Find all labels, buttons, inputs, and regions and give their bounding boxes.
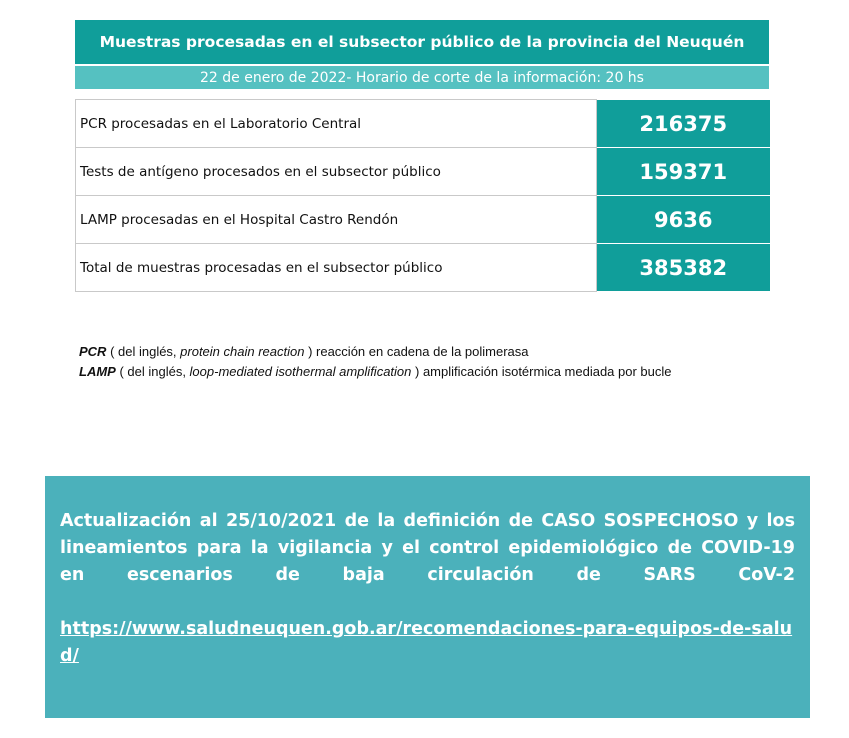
row-value: 9636 bbox=[597, 196, 770, 244]
table-row bbox=[76, 244, 770, 292]
row-value: 216375 bbox=[597, 100, 770, 148]
samples-table bbox=[75, 99, 770, 292]
table-row bbox=[76, 148, 770, 196]
footnote-pre: ( del inglés, bbox=[115, 364, 190, 379]
row-value: 159371 bbox=[597, 148, 770, 196]
footnote-post: ) reacción en cadena de la polimerasa bbox=[304, 344, 529, 359]
update-info-box bbox=[45, 476, 810, 718]
footnote-lamp bbox=[79, 362, 779, 382]
table-row bbox=[76, 100, 770, 148]
row-value: 385382 bbox=[597, 244, 770, 292]
update-text: Actualización al 25/10/2021 de la definición de CASO SOSPECHOSO y los lineamientos para la vigilancia y el control epidemiológico de COVID-19 en escenarios de baja circulación de SARS CoV-2 bbox=[60, 511, 795, 585]
table-row bbox=[76, 196, 770, 244]
footnote-post: ) amplificación isotérmica mediada por bucle bbox=[411, 364, 672, 379]
recommendations-link[interactable]: https://www.saludneuquen.gob.ar/recomendaciones-para-equipos-de-salud/ bbox=[60, 619, 793, 666]
footnote-english-term: loop-mediated isothermal amplification bbox=[189, 364, 412, 379]
footnote-pre: ( del inglés, bbox=[106, 344, 181, 359]
row-label: LAMP procesadas en el Hospital Castro Rendón bbox=[76, 196, 597, 244]
row-label: Total de muestras procesadas en el subsector público bbox=[76, 244, 597, 292]
report-title: Muestras procesadas en el subsector público de la provincia del Neuquén bbox=[75, 20, 769, 64]
row-label: PCR procesadas en el Laboratorio Central bbox=[76, 100, 597, 148]
footnote-pcr bbox=[79, 342, 779, 362]
footnote-abbr: LAMP bbox=[79, 364, 116, 379]
footnote-abbr: PCR bbox=[79, 344, 107, 359]
row-label: Tests de antígeno procesados en el subsector público bbox=[76, 148, 597, 196]
footnotes bbox=[79, 342, 779, 382]
report-date-subtitle: 22 de enero de 2022- Horario de corte de la información: 20 hs bbox=[75, 66, 769, 89]
footnote-english-term: protein chain reaction bbox=[180, 344, 305, 359]
